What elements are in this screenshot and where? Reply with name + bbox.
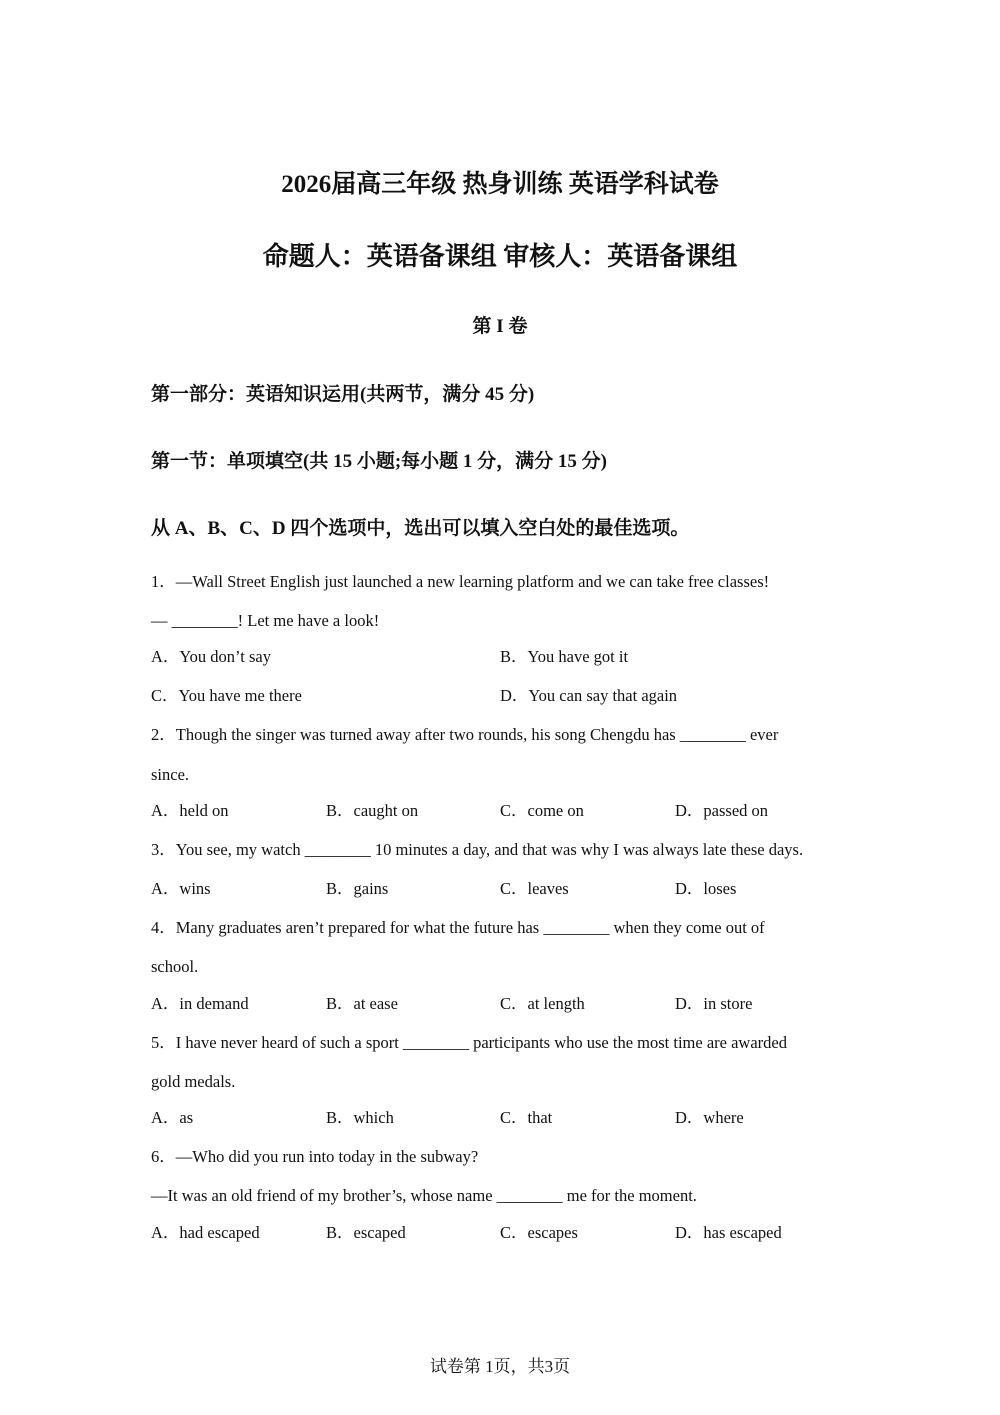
option-c[interactable]: C．You have me there <box>151 686 302 705</box>
volume-label: 第 I 卷 <box>472 316 528 337</box>
option-b[interactable]: B．gains <box>326 879 389 898</box>
question-text: 3．You see, my watch ________ 10 minutes a day, and that was why I was always late these days. <box>151 840 804 859</box>
question-text: 2．Though the singer was turned away after two rounds, his song Chengdu has ________ ever <box>151 725 779 744</box>
question-text: —It was an old friend of my brother’s, whose name ________ me for the moment. <box>151 1186 697 1205</box>
question-text: 5．I have never heard of such a sport ________ participants who use the most time are awarded <box>151 1033 787 1052</box>
option-d[interactable]: D．passed on <box>675 801 769 820</box>
option-a[interactable]: A．had escaped <box>151 1223 260 1242</box>
page-number: 试卷第 1页，共3页 <box>429 1357 571 1376</box>
section-heading: 第一节：单项填空(共 15 小题;每小题 1 分，满分 15 分) <box>151 451 607 472</box>
question-text: school. <box>151 957 199 976</box>
question-text: 4．Many graduates aren’t prepared for what the future has ________ when they come out of <box>151 918 765 937</box>
exam-authors: 命题人：英语备课组 审核人：英语备课组 <box>262 242 738 271</box>
option-d[interactable]: D．in store <box>675 994 753 1013</box>
option-c[interactable]: C．at length <box>500 994 585 1013</box>
option-c[interactable]: C．that <box>500 1108 553 1127</box>
question-text: 6．—Who did you run into today in the subway? <box>151 1147 479 1166</box>
option-d[interactable]: D．has escaped <box>675 1223 782 1242</box>
option-b[interactable]: B．escaped <box>326 1223 406 1242</box>
question-text: 1．—Wall Street English just launched a new learning platform and we can take free classes! <box>151 572 770 591</box>
option-a[interactable]: A．wins <box>151 879 211 898</box>
option-c[interactable]: C．escapes <box>500 1223 578 1242</box>
option-c[interactable]: C．come on <box>500 801 584 820</box>
option-a[interactable]: A．as <box>151 1108 194 1127</box>
option-b[interactable]: B．caught on <box>326 801 419 820</box>
option-d[interactable]: D．loses <box>675 879 737 898</box>
exam-title: 2026届高三年级 热身训练 英语学科试卷 <box>281 171 719 198</box>
part-heading: 第一部分：英语知识运用(共两节，满分 45 分) <box>151 384 535 405</box>
option-d[interactable]: D．where <box>675 1108 744 1127</box>
instruction-text: 从 A、B、C、D 四个选项中，选出可以填入空白处的最佳选项。 <box>151 518 690 539</box>
question-text: since. <box>151 765 190 784</box>
option-b[interactable]: B．at ease <box>326 994 398 1013</box>
option-a[interactable]: A．in demand <box>151 994 249 1013</box>
option-c[interactable]: C．leaves <box>500 879 569 898</box>
option-d[interactable]: D．You can say that again <box>500 686 678 705</box>
question-text: — ________! Let me have a look! <box>151 611 380 630</box>
question-text: gold medals. <box>151 1072 236 1091</box>
option-b[interactable]: B．You have got it <box>500 647 629 666</box>
option-a[interactable]: A．You don’t say <box>151 647 271 666</box>
option-a[interactable]: A．held on <box>151 801 229 820</box>
option-b[interactable]: B．which <box>326 1108 394 1127</box>
